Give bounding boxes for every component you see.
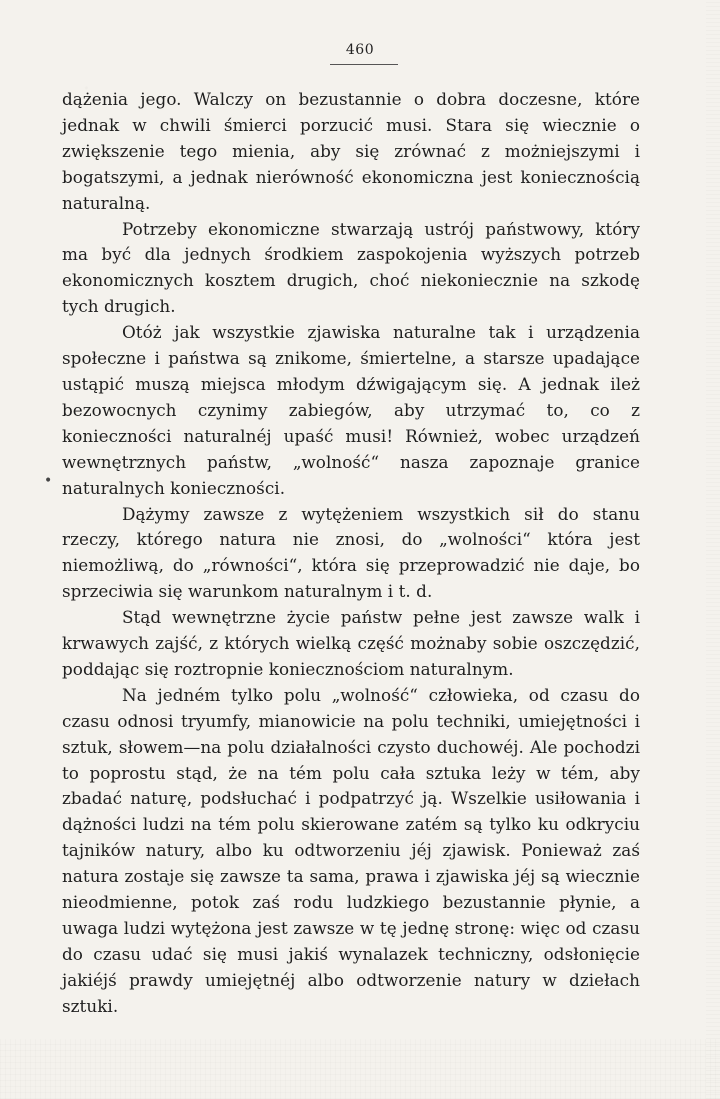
paragraph-continued: dążenia jego. Walczy on bezustannie o dobra doczesne, które jednak w chwili śmierci porzucić musi. Stara się wiecznie o zwiększenie tego mienia, aby się zrównać z możniejszymi i bogatszymi, a jednak nierówność ekonomiczna jest koniecznością naturalną.	[62, 89, 640, 213]
scan-noise-right	[706, 0, 720, 1099]
paragraph-economic-needs: Potrzeby ekonomiczne stwarzają ustrój państwowy, który ma być dla jednych środkiem zaspokojenia wyższych potrzeb ekonomicznych kosztem drugich, choć niekoniecznie na szkodę tych drugich.	[62, 218, 640, 317]
scan-noise-bottom	[0, 1039, 720, 1099]
page-body	[62, 87, 640, 1020]
paragraph-natural-phenomena: Otóż jak wszystkie zjawiska naturalne tak i urządzenia społeczne i państwa są znikome, śmiertelne, a starsze upadające ustąpić muszą miejsca młodym dźwigającym się. A jednak ileż bezowocnych czynimy zabiegów, aby utrzymać to, co z konieczności naturalnéj upaść musi! Również, wobec urządzeń wewnętrznych państw, „wolność“ nasza zapoznaje granice naturalnych konieczności.	[62, 322, 640, 498]
margin-mark: •	[44, 473, 53, 489]
page-number-rule	[330, 64, 398, 65]
paragraph-internal-life: Stąd wewnętrzne życie państw pełne jest zawsze walk i krwawych zajść, z których wielką część możnaby sobie oszczędzić, poddając się roztropnie koniecznościom naturalnym.	[62, 607, 640, 679]
paragraph-striving: Dążymy zawsze z wytężeniem wszystkich sił do stanu rzeczy, którego natura nie znosi, do „wolności“ która jest niemożliwą, do „równości“, która się przeprowadzić nie daje, bo sprzeciwia się warunkom naturalnym i t. d.	[62, 503, 640, 602]
paragraph-freedom-technique: Na jedném tylko polu „wolność“ człowieka, od czasu do czasu odnosi tryumfy, mianowicie na polu techniki, umiejętności i sztuk, słowem—na polu działalności czysto duchowéj. Ale pochodzi to poprostu stąd, że na tém polu cała sztuka leży w tém, aby zbadać naturę, podsłuchać i podpatrzyć ją. Wszelkie usiłowania i dążności ludzi na tém polu skierowane zatém są tylko ku odkryciu tajników natury, albo ku odtworzeniu jéj zjawisk. Ponieważ zaś natura zostaje się zawsze ta sama, prawa i zjawiska jéj są wiecznie nieodmienne, potok zaś rodu ludzkiego bezustannie płynie, a uwaga ludzi wytężona jest zawsze w tę jednę stronę: więc od czasu do czasu udać się musi jakiś wynalazek techniczny, odsłonięcie jakiéjś prawdy umiejętnéj albo odtworzenie natury w dziełach sztuki.	[62, 684, 640, 1016]
page-number: 460	[345, 42, 375, 58]
